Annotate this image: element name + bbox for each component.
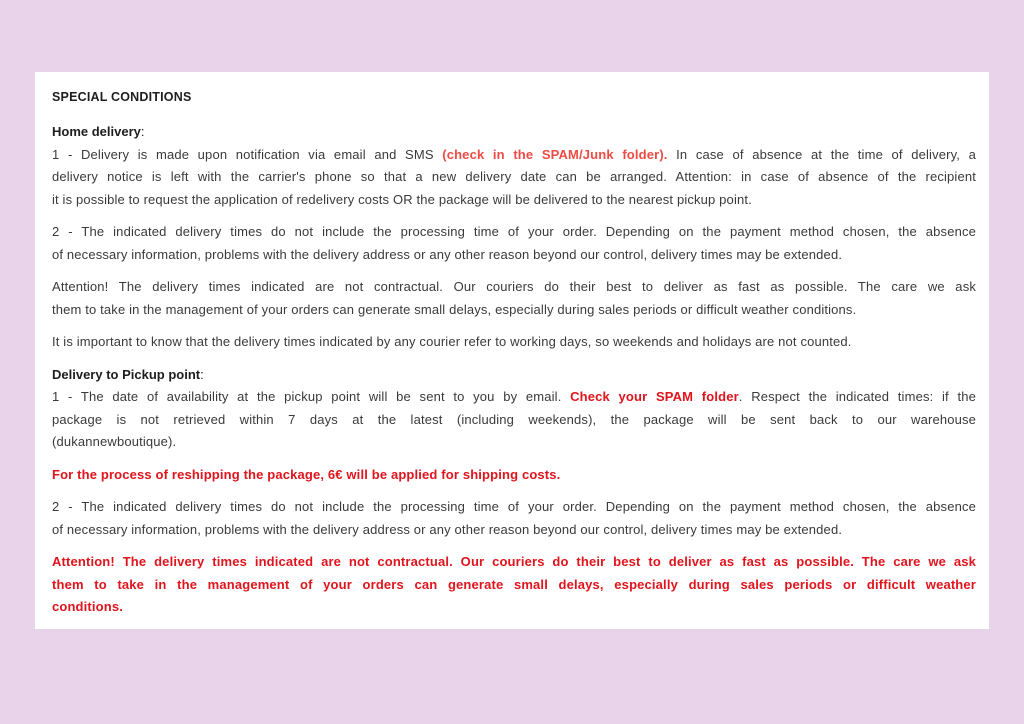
text-line — [52, 386, 976, 409]
text-line — [52, 431, 976, 454]
text-segment: 1 - The date of availability at the pickup point will be sent to you by email. — [52, 389, 571, 404]
section-heading-text: Delivery to Pickup point — [52, 366, 201, 382]
text-segment: them to take in the management of your orders can generate small delays, especially during sales periods or difficult weather conditions. — [52, 301, 857, 317]
section-pickup-point — [52, 364, 976, 619]
text-line — [52, 331, 976, 354]
text-line — [52, 574, 976, 597]
highlighted-text: Check your SPAM folder — [570, 389, 739, 404]
text-line — [52, 496, 976, 519]
paragraph — [52, 386, 976, 454]
paragraph — [52, 496, 976, 541]
text-line — [52, 596, 976, 619]
text-line — [52, 189, 976, 212]
section-heading-text: Home delivery — [52, 124, 141, 139]
text-segment: . Respect the indicated times: if the — [738, 389, 976, 404]
text-segment: In case of absence at the time of delivery, a — [667, 146, 976, 162]
text-segment: (dukannewboutique). — [52, 434, 177, 449]
warning-paragraph — [52, 464, 976, 487]
text-line — [52, 221, 976, 244]
text-segment: of necessary information, problems with the delivery address or any other reason beyond our control, delivery times may be extended. — [52, 246, 843, 262]
document-title: SPECIAL CONDITIONS — [52, 90, 192, 104]
highlighted-text: For the process of reshipping the package, 6€ will be applied for shipping costs. — [52, 466, 561, 482]
section-heading-colon: : — [140, 124, 145, 139]
text-segment: 2 - The indicated delivery times do not include the processing time of your order. Depending on the payment method chosen, the absence — [52, 224, 976, 239]
text-line — [52, 551, 976, 574]
paragraph — [52, 221, 976, 266]
conditions-panel — [35, 72, 989, 629]
text-line — [52, 464, 976, 487]
text-line — [52, 144, 976, 167]
text-segment: Attention! The delivery times indicated are not contractual. Our couriers do their best to deliver as fast as possible. The care we ask — [52, 279, 976, 294]
section-heading — [52, 121, 976, 144]
section-heading — [52, 364, 976, 387]
text-line — [52, 166, 976, 189]
highlighted-text: conditions. — [52, 599, 123, 614]
text-segment: it is possible to request the application of redelivery costs OR the package will be delivered to the nearest pickup point. — [52, 191, 752, 207]
highlighted-text: (check in the SPAM/Junk folder). — [442, 146, 668, 162]
section-heading-colon: : — [200, 366, 204, 382]
text-segment: 2 - The indicated delivery times do not include the processing time of your order. Depending on the payment method chosen, the absence — [52, 499, 976, 514]
text-line — [52, 276, 976, 299]
text-segment: delivery notice is left with the carrier's phone so that a new delivery date can be arranged. Attention: in case of absence of the recipient — [52, 169, 976, 184]
text-line — [52, 519, 976, 542]
text-line — [52, 409, 976, 432]
section-home-delivery — [52, 121, 976, 354]
highlighted-text: them to take in the management of your orders can generate small delays, especially during sales periods or difficult weather — [52, 576, 976, 592]
text-segment: of necessary information, problems with the delivery address or any other reason beyond our control, delivery times may be extended. — [52, 521, 843, 537]
warning-paragraph — [52, 551, 976, 619]
paragraph — [52, 331, 976, 354]
conditions-content — [52, 89, 976, 629]
text-segment: It is important to know that the delivery times indicated by any courier refer to working days, so weekends and holidays are not counted. — [52, 334, 852, 349]
highlighted-text: Attention! The delivery times indicated are not contractual. Our couriers do their best to deliver as fast as possible. The care we ask — [52, 554, 976, 569]
paragraph — [52, 144, 976, 212]
sections-container — [52, 121, 976, 619]
text-line — [52, 244, 976, 267]
paragraph — [52, 276, 976, 321]
text-line — [52, 299, 976, 322]
text-segment: package is not retrieved within 7 days at the latest (including weekends), the package will be sent back to our warehouse — [52, 411, 976, 427]
text-segment: 1 - Delivery is made upon notification via email and SMS — [52, 146, 443, 162]
